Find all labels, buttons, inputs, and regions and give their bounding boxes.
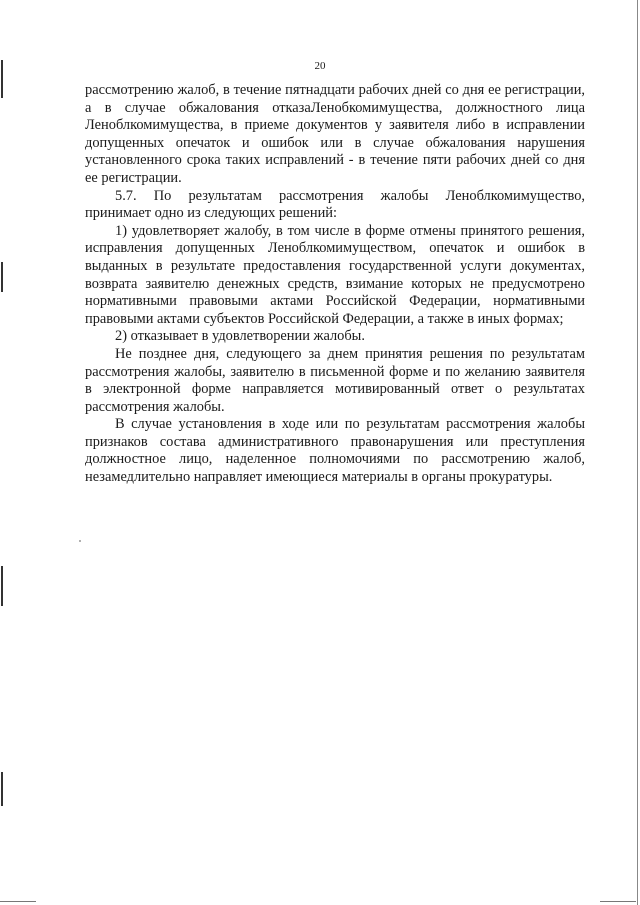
scan-margin-mark — [1, 566, 3, 606]
scan-edge-line — [637, 0, 638, 905]
scan-margin-mark — [1, 262, 3, 292]
scan-speck — [79, 540, 81, 542]
document-body — [85, 82, 585, 487]
scan-bottom-line — [0, 901, 36, 902]
paragraph-complaint-deadline: рассмотрению жалоб, в течение пятнадцати рабочих дней со дня ее регистрации, а в случае обжалования отказаЛенобкомимущества, должностного лица Леноблкомимущества, в приеме документов у заявителя либо в исправлении допущенных опечаток и ошибок или в случае обжалования нарушения установленного срока таких исправлений - в течение пяти рабочих дней со дня ее регистрации. — [85, 82, 585, 186]
paragraph-decision-options: 5.7. По результатам рассмотрения жалобы Леноблкомимущество, принимает одно из следующих решений: — [85, 187, 585, 222]
scan-bottom-line — [600, 901, 636, 902]
paragraph-prosecution-referral: В случае установления в ходе или по результатам рассмотрения жалобы признаков состава административного правонарушения или преступления должностное лицо, наделенное полномочиями по рассмотрению жалоб, незамедлительно направляет имеющиеся материалы в органы прокуратуры. — [85, 416, 585, 486]
paragraph-reject-complaint: 2) отказывает в удовлетворении жалобы. — [115, 328, 365, 345]
paragraph-response-notice: Не позднее дня, следующего за днем принятия решения по результатам рассмотрения жалобы, заявителю в письменной форме и по желанию заявителя в электронной форме направляется мотивированный ответ о результатах рассмотрения жалобы. — [85, 345, 585, 415]
paragraph-satisfy-complaint: 1) удовлетворяет жалобу, в том числе в форме отмены принятого решения, исправления допущенных Леноблкомимуществом, опечаток и ошибок в выданных в результате предоставления государственной услуги документах, возврата заявителю денежных средств, взимание которых не предусмотрено нормативными правовыми актами Российской Федерации, нормативными правовыми актами субъектов Российской Федерации, а также в иных формах; — [85, 222, 585, 327]
page-number: 20 — [314, 60, 326, 72]
scan-margin-mark — [1, 772, 3, 806]
